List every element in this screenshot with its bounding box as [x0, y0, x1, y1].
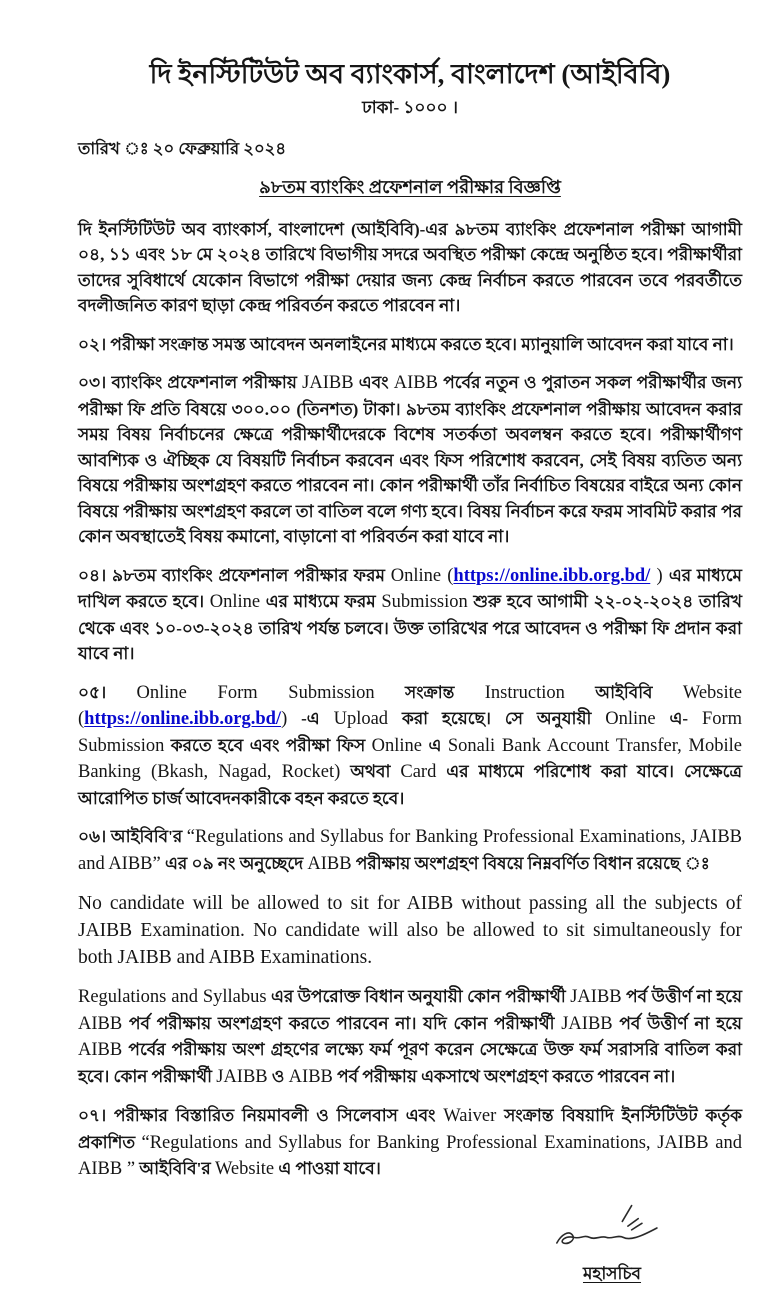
- text-run: এবং: [353, 373, 394, 393]
- text-run: AIBB: [78, 1040, 123, 1061]
- text-run: Instruction: [484, 682, 565, 703]
- text-run: -এ: [287, 709, 334, 729]
- paragraph-intro: [78, 217, 742, 319]
- text-run: (: [78, 709, 85, 730]
- text-run: AIBB: [78, 1013, 123, 1034]
- text-run: এ পাওয়া যাবে।: [274, 1159, 381, 1179]
- text-run: Waiver: [443, 1106, 497, 1127]
- text-run: “Regulations and Syllabus for Banking Professional Examinations, JAIBB and AIBB ”: [78, 1132, 742, 1180]
- paragraph-06: [78, 824, 742, 877]
- text-run: এর উপরোক্ত বিধান অনুযায়ী কোন পরীক্ষার্থী: [266, 987, 571, 1007]
- text-run: ০২। পরীক্ষা সংক্রান্ত সমস্ত আবেদন অনলাইনের মাধ্যমে করতে হবে। ম্যানুয়ালি আবেদন করা যাবে না।: [78, 334, 734, 354]
- text-run: ০৫।: [78, 682, 137, 702]
- text-run: পর্ব উত্তীর্ণ না হয়ে: [612, 1013, 743, 1033]
- text-run: Regulations and Syllabus: [78, 987, 267, 1008]
- paragraph-02: [78, 332, 742, 358]
- text-run: Website: [214, 1159, 275, 1180]
- paragraph-07: [78, 1103, 742, 1183]
- paragraph-05: [78, 680, 742, 812]
- signature-block: [532, 1199, 692, 1289]
- text-run: Online: [605, 709, 656, 730]
- text-run: Online: [209, 592, 261, 613]
- text-run: সংক্রান্ত: [374, 682, 485, 702]
- text-run: এর মাধ্যমে ফরম: [260, 592, 382, 612]
- online-ibb-link[interactable]: https://online.ibb.org.bd/: [84, 709, 282, 730]
- text-run: এর মাধ্যমে দাখিল করতে হবে।: [78, 565, 742, 612]
- handwritten-signature-image: [547, 1199, 677, 1257]
- text-run: ): [281, 709, 288, 730]
- signatory-title: মহাসচিব: [582, 1263, 642, 1283]
- text-run: Sonali Bank Account Transfer, Mobile Banking (Bkash, Nagad, Rocket): [78, 735, 742, 783]
- text-run: AIBB: [393, 373, 438, 394]
- text-run: ও: [267, 1066, 289, 1086]
- text-run: No candidate will be allowed to sit for AIBB without passing all the subjects of JAIBB Examination. No candidate will also be allowed to sit simultaneously for both JAIBB and AIBB Examinations.: [78, 893, 742, 969]
- paragraph-03: [78, 370, 742, 550]
- org-name: দি ইনস্টিটিউট অব ব্যাংকার্স, বাংলাদেশ (আইবিবি): [149, 59, 671, 89]
- text-run: Submission: [381, 592, 468, 613]
- text-run: পর্বের পরীক্ষায় অংশ গ্রহণের লক্ষ্যে ফর্ম পূরণ করেন সেক্ষেত্রে উক্ত ফর্ম সরাসরি বাতিল করা হবে। কোন পরীক্ষার্থী: [78, 1040, 742, 1086]
- text-run: AIBB: [288, 1066, 333, 1087]
- text-run: এর ০৯ নং অনুচ্ছেদে: [160, 853, 308, 873]
- notice-title: ৯৮তম ব্যাংকিং প্রফেশনাল পরীক্ষার বিজ্ঞপ্তি: [259, 176, 561, 197]
- text-run: অথবা: [340, 762, 401, 782]
- paragraph-06-english-provision: [78, 890, 742, 971]
- paragraph-regulations-explanation: [78, 984, 742, 1090]
- text-run: Online: [390, 565, 442, 586]
- text-run: এ-: [655, 709, 702, 729]
- text-run: পর্ব উত্তীর্ণ না হয়ে: [621, 987, 742, 1007]
- text-run: Online: [371, 735, 423, 756]
- text-run: পর্বের নতুন ও পুরাতন সকল পরীক্ষার্থীর জন্য পরীক্ষা ফি প্রতি বিষয়ে ৩০০.০০ (তিনশত) টাকা। ৯৮তম ব্যাংকিং প্রফেশনাল পরীক্ষায় আবেদন করার সময় বিষয় নির্বাচনের ক্ষেত্রে পরীক্ষার্থীদেরকে বিশেষ সতর্কতা অবলম্বন করতে হবে। পরীক্ষার্থীগণ আবশ্যিক ও ঐচ্ছিক যে বিষয়টি নির্বাচন করবেন এবং ফিস পরিশোধ করবেন, সেই বিষয় ব্যতিত অন্য বিষয়ে পরীক্ষায় অংশগ্রহণ করতে পারবেন না। কোন পরীক্ষার্থী তাঁর নির্বাচিত বিষয়ের বাইরে অন্য কোন বিষয়ে পরীক্ষায় অংশগ্রহণ করলে তা বাতিল বলে গণ্য হবে। বিষয় নির্বাচন করে ফরম সাবমিট করার পর কোন অবস্থাতেই বিষয় কমানো, বাড়ানো বা পরিবর্তন করা যাবে না।: [78, 373, 742, 547]
- online-ibb-link[interactable]: https://online.ibb.org.bd/: [453, 565, 651, 586]
- text-run: JAIBB: [570, 987, 622, 1008]
- text-run: ): [650, 565, 669, 586]
- text-run: পরীক্ষায় অংশগ্রহণ বিষয়ে নিম্নবর্ণিত বিধান রয়েছে ঃ: [351, 853, 710, 873]
- text-run: করা হয়েছে। সে অনুযায়ী: [388, 709, 606, 729]
- paragraph-04: [78, 563, 742, 667]
- text-run: “Regulations and Syllabus for Banking Professional Examinations, JAIBB and AIBB”: [78, 827, 742, 874]
- text-run: দি ইনস্টিটিউট অব ব্যাংকার্স, বাংলাদেশ (আইবিবি)-এর ৯৮তম ব্যাংকিং প্রফেশনাল পরীক্ষা আগামী ০৪, ১১ এবং ১৮ মে ২০২৪ তারিখে বিভাগীয় সদরে অবস্থিত পরীক্ষা কেন্দ্রে অনুষ্ঠিত হবে। পরীক্ষার্থীরা তাদের সুবিধার্থে যেকোন বিভাগে পরীক্ষা দেয়ার জন্য কেন্দ্র নির্বাচন করতে পারবেন তবে পরবর্তীতে বদলীজনিত কারণ ছাড়া কেন্দ্র পরিবর্তন করতে পারবেন না।: [78, 219, 742, 316]
- text-run: JAIBB: [216, 1066, 268, 1087]
- text-run: Online Form Submission: [136, 682, 375, 703]
- notice-date: তারিখ ঃ ২০ ফেব্রুয়ারি ২০২৪: [78, 138, 287, 158]
- text-run: ০৩। ব্যাংকিং প্রফেশনাল পরীক্ষায়: [78, 373, 303, 393]
- text-run: পর্ব পরীক্ষায় অংশগ্রহণ করতে পারবেন না। যদি কোন পরীক্ষার্থী: [122, 1013, 562, 1033]
- text-run: এ: [422, 735, 448, 755]
- text-run: AIBB: [307, 853, 352, 874]
- text-run: Form Submission: [78, 709, 743, 756]
- text-run: Upload: [333, 709, 389, 730]
- text-run: পর্ব পরীক্ষায় একসাথে অংশগ্রহণ করতে পারবেন না।: [332, 1066, 676, 1086]
- text-run: JAIBB: [302, 373, 354, 394]
- text-run: (: [441, 565, 454, 586]
- text-run: এর মাধ্যমে পরিশোধ করা যাবে। সেক্ষেত্রে আরোপিত চার্জ আবেদনকারীকে বহন করতে হবে।: [78, 762, 743, 808]
- text-run: Card: [400, 762, 437, 783]
- text-run: করতে হবে এবং পরীক্ষা ফিস: [164, 735, 372, 755]
- text-run: Website: [682, 682, 742, 703]
- text-run: সংক্রান্ত বিষয়াদি ইনস্টিটিউট কর্তৃক প্রকাশিত: [78, 1106, 742, 1152]
- text-run: ০৭। পরীক্ষার বিস্তারিত নিয়মাবলী ও সিলেবাস এবং: [78, 1106, 444, 1126]
- text-run: JAIBB: [561, 1013, 613, 1034]
- text-run: ০৬। আইবিবি'র: [78, 827, 187, 847]
- org-address: ঢাকা- ১০০০ ।: [362, 97, 458, 117]
- text-run: আইবিবি'র: [135, 1159, 215, 1179]
- text-run: আইবিবি: [564, 682, 683, 702]
- text-run: ০৪। ৯৮তম ব্যাংকিং প্রফেশনাল পরীক্ষার ফরম: [78, 565, 391, 585]
- text-run: শুরু হবে আগামী ২২-০২-২০২৪ তারিখ থেকে এবং ১০-০৩-২০২৪ তারিখ পর্যন্ত চলবে। উক্ত তারিখের পরে আবেদন ও পরীক্ষা ফি প্রদান করা যাবে না।: [78, 592, 742, 664]
